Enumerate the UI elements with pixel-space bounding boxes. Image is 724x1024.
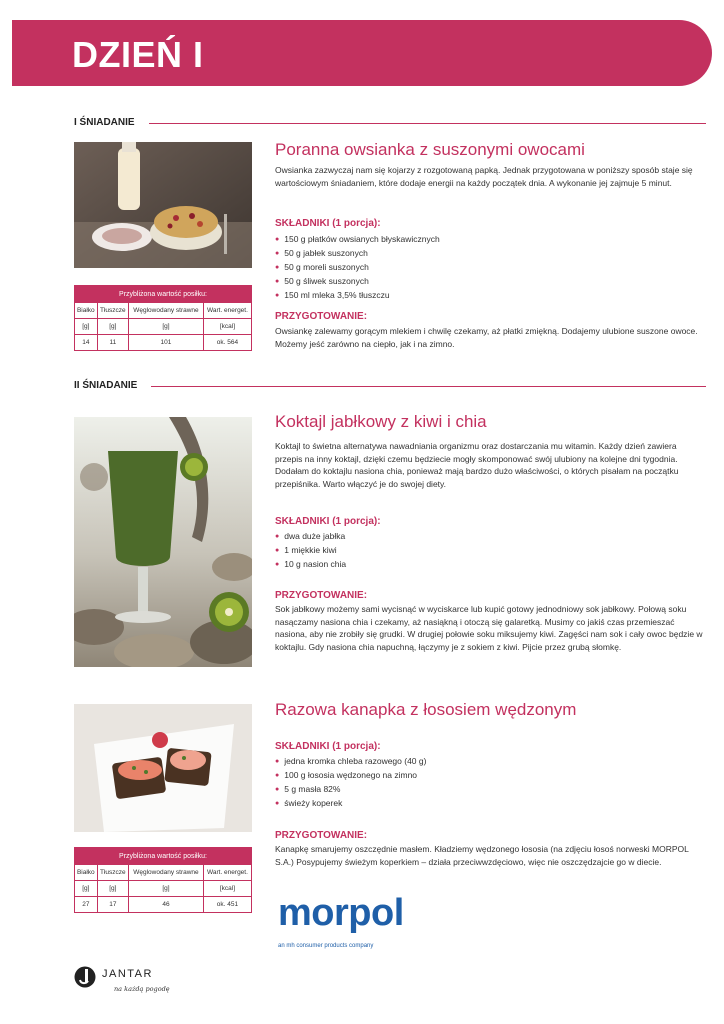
prep-text-sandwich: Kanapkę smarujemy oszczędnie masłem. Kładziemy wędzonego łososia (na zdjęciu łosoś norweski MORPOL S.A.) Posypujemy świeżym koperkiem – działa przeciwwzdęciowo, więc nie oszczędzajcie go w diecie.	[275, 844, 689, 867]
nutrition-table-2	[74, 847, 252, 913]
value-energy: ok. 451	[203, 897, 251, 913]
recipe-title-sandwich: Razowa kanapka z łososiem wędzonym	[275, 700, 577, 719]
col-protein: Białko	[75, 303, 98, 319]
col-fat: Tłuszcze	[97, 303, 128, 319]
ingredient-item: ● 10 g nasion chia	[275, 558, 346, 572]
ingredient-item: ● 5 g masła 82%	[275, 783, 426, 797]
ingredients-list-sandwich	[275, 755, 426, 811]
sandwich-photo	[74, 704, 252, 832]
recipe-title-porridge: Poranna owsianka z suszonymi owocami	[275, 140, 585, 159]
recipe-title-smoothie: Koktajl jabłkowy z kiwi i chia	[275, 412, 487, 431]
porridge-photo	[74, 142, 252, 268]
day-title: DZIEŃ I	[72, 34, 204, 75]
col-carbs: Węglowodany strawne	[129, 303, 204, 319]
section-label: II ŚNIADANIE	[74, 380, 138, 391]
ingredients-heading-sandwich: SKŁADNIKI (1 porcja):	[275, 741, 381, 752]
nutrition-heading: Przybliżona wartość posiłku:	[75, 286, 252, 303]
unit-energy: [kcal]	[203, 881, 251, 897]
value-protein: 27	[75, 897, 98, 913]
col-energy: Wart. energet.	[203, 865, 251, 881]
unit-fat: [g]	[97, 319, 128, 335]
section-rule	[149, 123, 706, 124]
ingredient-item: ● świeży koperek	[275, 797, 426, 811]
day-banner	[12, 20, 712, 86]
ingredient-item: ● 50 g śliwek suszonych	[275, 275, 440, 289]
ingredient-item: ● 100 g łososia wędzonego na zimno	[275, 769, 426, 783]
value-energy: ok. 564	[203, 335, 251, 351]
section-heading-breakfast-2	[74, 380, 706, 391]
value-carbs: 101	[129, 335, 204, 351]
col-fat: Tłuszcze	[97, 865, 128, 881]
ingredient-item: ● 1 miękkie kiwi	[275, 544, 346, 558]
ingredients-list-porridge	[275, 233, 440, 303]
col-protein: Białko	[75, 865, 98, 881]
prep-text-porridge: Owsiankę zalewamy gorącym mlekiem i chwilę czekamy, aż płatki zmiękną. Dodajemy ulubione suszone owoce. Możemy jeść zarówno na ciepło, jak i na zimno.	[275, 326, 698, 349]
section-label: I ŚNIADANIE	[74, 117, 135, 128]
ingredients-heading-porridge: SKŁADNIKI (1 porcja):	[275, 218, 381, 229]
morpol-logo: morpol	[278, 892, 404, 934]
prep-heading-sandwich: PRZYGOTOWANIE:	[275, 830, 368, 841]
unit-energy: [kcal]	[203, 319, 251, 335]
value-fat: 11	[97, 335, 128, 351]
col-carbs: Węglowodany strawne	[129, 865, 204, 881]
value-fat: 17	[97, 897, 128, 913]
unit-carbs: [g]	[129, 881, 204, 897]
smoothie-photo	[74, 417, 252, 667]
unit-fat: [g]	[97, 881, 128, 897]
nutrition-heading: Przybliżona wartość posiłku:	[75, 848, 252, 865]
ingredients-heading-smoothie: SKŁADNIKI (1 porcja):	[275, 516, 381, 527]
ingredient-item: ● 50 g jabłek suszonych	[275, 247, 440, 261]
unit-carbs: [g]	[129, 319, 204, 335]
jantar-name: JANTAR	[102, 968, 153, 980]
unit-protein: [g]	[75, 319, 98, 335]
recipe-intro-porridge: Owsianka zazwyczaj nam się kojarzy z rozgotowaną papką. Jednak przygotowana w poniższy sposób staje się wartościowym śniadaniem, które dodaje energii na każdy początek dnia. A wykonanie jej zajmuje 5 minut.	[275, 165, 693, 188]
ingredient-item: ● 50 g moreli suszonych	[275, 261, 440, 275]
prep-text-smoothie: Sok jabłkowy możemy sami wycisnąć w wyciskarce lub kupić gotowy jednodniowy sok jabłkowy. Połową soku nasączamy nasiona chia i czekamy, aż nasiąkną i otoczą się galaretką. Musimy co jakiś czas przemieszać nasiona, aby nie zrobiły się grudki. W drugiej połowie soku miksujemy kiwi. Zagęści nam sok i cały owoc będzie w koktajlu. Gdy nasiona chia napuchną, łączymy je z sokiem z kiwi. Pijcie przez grubą słomkę.	[275, 604, 703, 652]
nutrition-table-1	[74, 285, 252, 351]
prep-heading-smoothie: PRZYGOTOWANIE:	[275, 590, 368, 601]
prep-heading-porridge: PRZYGOTOWANIE:	[275, 311, 368, 322]
ingredients-list-smoothie	[275, 530, 346, 572]
morpol-tagline: an mh consumer products company	[278, 943, 374, 949]
value-carbs: 46	[129, 897, 204, 913]
ingredient-item: ● 150 g płatków owsianych błyskawicznych	[275, 233, 440, 247]
section-heading-breakfast-1	[74, 117, 706, 128]
ingredient-item: ● dwa duże jabłka	[275, 530, 346, 544]
ingredient-item: ● 150 ml mleka 3,5% tłuszczu	[275, 289, 440, 303]
jantar-mark-icon	[74, 966, 96, 988]
ingredient-item: ● jedna kromka chleba razowego (40 g)	[275, 755, 426, 769]
recipe-intro-smoothie: Koktajl to świetna alternatywa nawadniania organizmu oraz dostarczania mu witamin. Każdy dzień zawiera przepis na inny koktajl, dzięki czemu będziecie mogły skomponować swój ulubiony na kolejne dni tygodnia. Dodałam do koktajlu nasiona chia, ponieważ mają bardzo dużo właściwości, o których pisałam na początku przepiśnika. Warto włączyć je do swojej diety.	[275, 441, 679, 489]
section-rule	[151, 386, 706, 387]
value-protein: 14	[75, 335, 98, 351]
jantar-tagline: na każdą pogodę	[114, 985, 170, 993]
unit-protein: [g]	[75, 881, 98, 897]
col-energy: Wart. energet.	[203, 303, 251, 319]
